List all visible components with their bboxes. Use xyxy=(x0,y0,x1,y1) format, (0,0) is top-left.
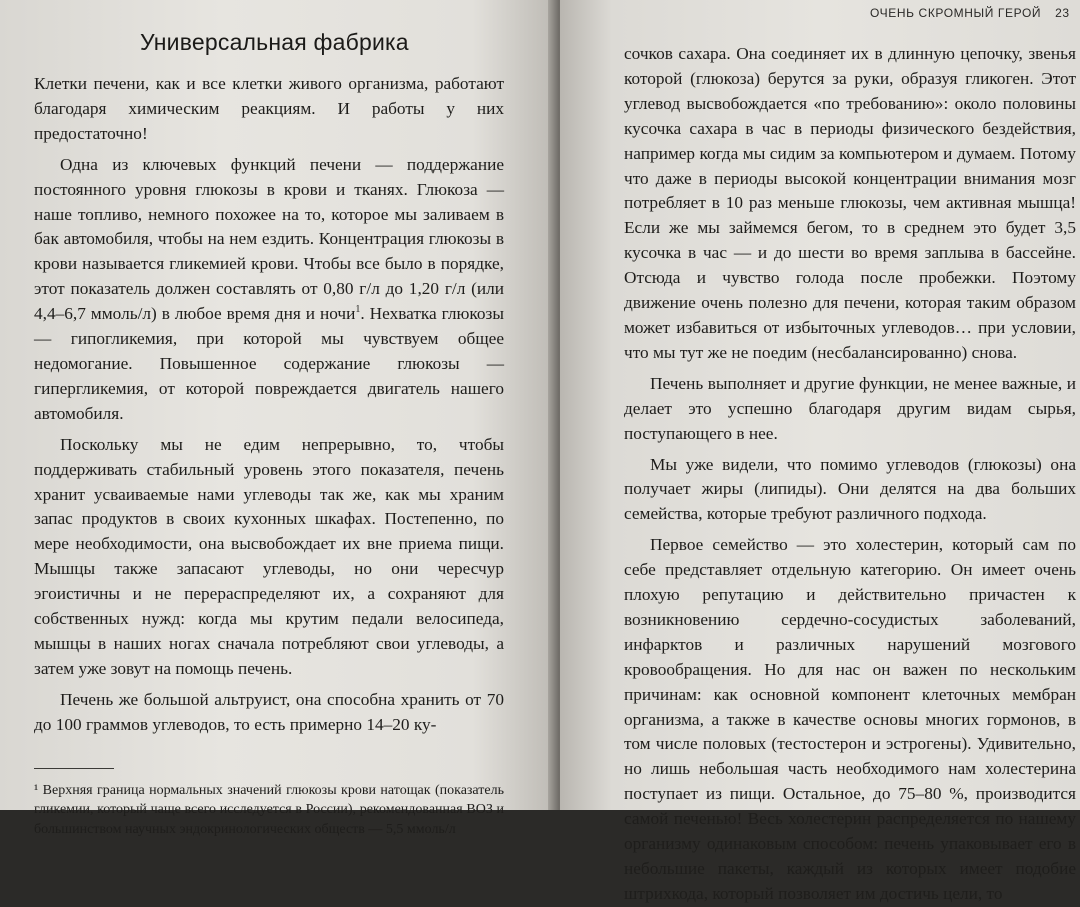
paragraph-text: Одна из ключевых функций печени — поддержание постоянного уровня глюкозы в крови и тканях. Глюкоза — наше топливо, немного похожее на то, которое мы заливаем в бак автомобиля, чтобы на нем ездить. Концентрация глюкозы в крови называется гликемией крови. Чтобы все было в порядке, этот показатель должен составлять от 0,80 г/л до 1,20 г/л (или 4,4–6,7 ммоль/л) в любое время дня и ночи xyxy=(34,154,504,324)
left-page xyxy=(0,0,556,837)
paragraph: Клетки печени, как и все клетки живого организма, работают благодаря химическим реакциям. И работы у них предостаточно! xyxy=(34,74,504,143)
running-head-title: ОЧЕНЬ СКРОМНЫЙ ГЕРОЙ xyxy=(870,6,1042,20)
running-header xyxy=(870,6,1080,20)
paragraph: Первое семейство — это холестерин, который сам по себе представляет отдельную категорию. Он имеет очень плохую репутацию и действительно причастен к возникновению сердечно-сосудистых заболеваний, инфарктов и различных нарушений мозгового кровообращения. Но для нас он важен по нескольким причинам: как основной компонент клеточных мембран организма, а также в качестве основы многих гормонов, в том числе половых (тестостерон и эстрогены). Удивительно, но лишь небольшая часть необходимого нам холестерина поступает из пищи. Остальное, до 75–80 %, производится самой печенью! Весь холестерин распределяется по нашему организму одинаковым способом: печень упаковывает его в небольшие пакеты, каждый из которых имеет подобие штрихкода, который позволяет им достичь цели, то xyxy=(624,535,1076,903)
footnote-divider xyxy=(34,768,114,769)
right-page xyxy=(560,0,1080,903)
paragraph: Мы уже видели, что помимо углеводов (глюкозы) она получает жиры (липиды). Они делятся на два больших семейства, которые требуют различного подхода. xyxy=(624,454,1076,524)
paragraph: Печень же большой альтруист, она способна хранить от 70 до 100 граммов углеводов, то есть примерно 14–20 ку- xyxy=(34,689,504,734)
left-page-body xyxy=(34,72,504,738)
right-page-body xyxy=(624,42,1076,907)
paragraph-text: Нехватка глюкозы — гипогликемия, при которой мы чувствуем общее недомогание. Повышенное содержание глюкозы — гипергликемия, от которой повреждается двигатель нашего автомобиля. xyxy=(34,304,504,423)
paragraph: Печень выполняет и другие функции, не менее важные, и делает это успешно благодаря другим видам сырья, поступающего в нее. xyxy=(624,373,1076,443)
footnote-reference: 1 xyxy=(355,304,361,316)
paragraph: Поскольку мы не едим непрерывно, то, чтобы поддерживать стабильный уровень этого показателя, печень хранит усваиваемые нами углеводы так же, как мы храним запас продуктов в своих кухонных шкафах. Постепенно, по мере необходимости, она высвобождает их вне приема пищи. Мышцы также запасают углеводы, но они чересчур эгоистичны и не перераспределяют их, а сохраняют для собственных нужд: когда мы крутим педали велосипеда, мышцы в наших ногах сначала потребляют свои углеводы, а затем уже зовут на помощь печень. xyxy=(34,434,504,678)
chapter-title: Универсальная фабрика xyxy=(140,29,409,55)
paragraph: сочков сахара. Она соединяет их в длинную цепочку, звенья которой (глюкоза) берутся за руки, образуя гликоген. Этот углевод высвобождается «по требованию»: около половины кусочка сахара в час в периоды физического бездействия, например когда мы сидим за компьютером и думаем. Потому что даже в периоды высокой концентрации внимания мозг потребляет в 10 раз меньше глюкозы, чем активная мышца! Если же мы займемся бегом, то в среднем это будет 3,5 кусочка в час — и до шести во время заплыва в бассейне. Отсюда и чувство голода после пробежки. Поэтому движение очень полезно для печени, которая таким образом может избавиться от избыточных углеводов… при условии, что мы тут же не поедим (несбалансированно) снова. xyxy=(624,44,1076,362)
page-number: 23 xyxy=(1055,6,1070,20)
footnote: ¹ Верхняя граница нормальных значений глюкозы крови натощак (показатель гликемии, который чаще всего исследуется в России), рекомендованная ВОЗ и большинством научных эндокринологических обществ — 5,5 ммоль/л xyxy=(34,782,504,837)
paragraph: Одна из ключевых функций печени — поддержание постоянного уровня глюкозы в крови и тканях. Глюкоза — наше топливо, немного похожее на то, которое мы заливаем в бак автомобиля, чтобы на нем ездить. Концентрация глюкозы в крови называется гликемией крови. Чтобы все было в порядке, этот показатель должен составлять от 0,80 г/л до 1,20 г/л (или 4,4–6,7 ммоль/л) в любое время дня и ночи$^1$. Нехватка глюкозы — гипогликемия, при которой мы чувствуем общее недомогание. Повышенное содержание глюкозы — гипергликемия, от которой повреждается двигатель нашего автомобиля. xyxy=(34,154,504,423)
